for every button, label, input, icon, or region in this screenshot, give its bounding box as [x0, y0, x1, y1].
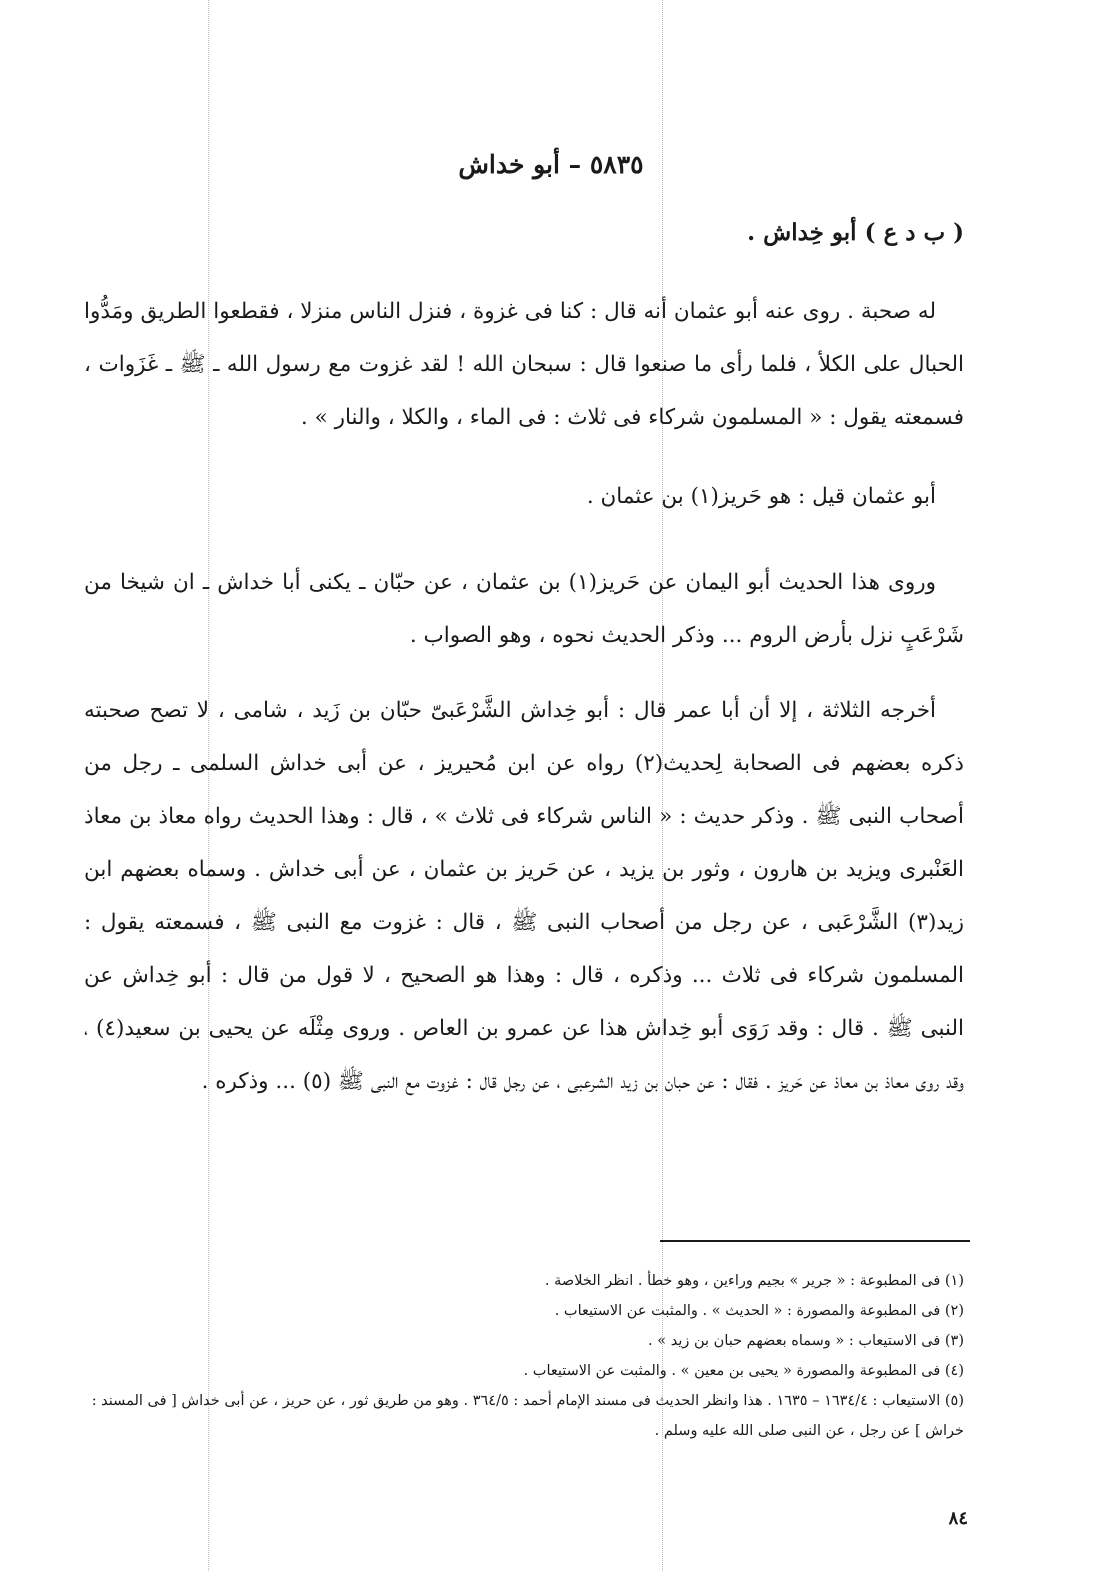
paragraph-text: أبو عثمان قيل : هو حَريز(١) بن عثمان .: [586, 484, 936, 509]
paragraph-text: أخرجه الثلاثة ، إلا أن أبا عمر قال : أبو خِداش الشَّرْعَبىّ حبّان بن زَيد ، شامى ، لا تصح صحبته ذكره بعضهم فى الصحابة لِحديث(٢) رواه عن ابن مُحيريز ، عن أبى خداش السلمى ـ رجل من أصحاب النبى ﷺ . وذكر حديث : « الناس شركاء فى ثلاث » ، قال : وهذا الحديث رواه معاذ بن معاذ العَنْبرى ويزيد بن هارون ، وثور بن يزيد ، عن حَريز بن عثمان ، عن أبى خداش . وسماه بعضهم ابن زيد(٣) الشَّرْعَبى ، عن رجل من أصحاب النبى ﷺ ، قال : غزوت مع النبى ﷺ ، فسمعته يقول : المسلمون شركاء فى ثلاث ... وذكره ، قال : وهذا هو الصحيح ، لا قول من قال : أبو خِداش عن النبى ﷺ . قال : وقد رَوَى أبو خِداش هذا عن عمرو بن العاص . وروى مِثْلَه عن يحيى بن سعيد(٤) ، وقد روى معاذ بن معاذ عن حَريز . فقال : عن حبان بن زيد الشرعبى ، عن رجل قال : غزوت مع النبى ﷺ (٥) ... وذكره .: [84, 698, 964, 1094]
paragraph-text: له صحبة . روى عنه أبو عثمان أنه قال : كنا فى غزوة ، فنزل الناس منزلا ، فقطعوا الطريق ومَدُّوا الحبال على الكلأ ، فلما رأى ما صنعوا قال : سبحان الله ! لقد غزوت مع رسول الله ـ ﷺ ـ غَزَوات ، فسمعته يقول : « المسلمون شركاء فى ثلاث : فى الماء ، والكلا ، والنار » .: [84, 299, 964, 430]
footnote-item: (٤) فى المطبوعة والمصورة « يحيى بن معين » . والمثبت عن الاستيعاب .: [523, 1363, 964, 1379]
paragraph-2: [84, 470, 964, 523]
paragraph-3: [84, 556, 964, 662]
paragraph-1: [84, 285, 964, 444]
page-number: ٨٤: [948, 1508, 968, 1529]
footnote-item: (٢) فى المطبوعة والمصورة : « الحديث » . والمثبت عن الاستيعاب .: [554, 1303, 964, 1319]
entry-title: ٥٨٣٥ – أبو خداش: [458, 150, 644, 179]
paragraph-text: وروى هذا الحديث أبو اليمان عن حَريز(١) بن عثمان ، عن حبّان ـ يكنى أبا خداش ـ ان شيخا من شَرْعَبٍ نزل بأرض الروم ... وذكر الحديث نحوه ، وهو الصواب .: [84, 570, 964, 648]
entry-sources-line: [84, 206, 964, 259]
paragraph-4: [84, 684, 964, 1108]
footnote-divider: [660, 1240, 970, 1242]
footnotes: [84, 1266, 964, 1446]
footnote-item: (٥) الاستيعاب : ١٦٣٤/٤ – ١٦٣٥ . هذا وانظر الحديث فى مسند الإمام أحمد : ٣٦٤/٥ . وهو من طريق ثور ، عن حريز ، عن أبى خداش [ فى المسند : خراش ] عن رجل ، عن النبى صلى الله عليه وسلم .: [91, 1393, 964, 1439]
footnote-item: (١) فى المطبوعة : « جرير » بجيم وراءين ، وهو خطأ . انظر الخلاصة .: [544, 1273, 964, 1289]
entry-sources-text: ( ب د ع ) أبو خِداش .: [747, 219, 964, 246]
footnote-item: (٣) فى الاستيعاب : « وسماه بعضهم حبان بن زيد » .: [648, 1333, 964, 1349]
